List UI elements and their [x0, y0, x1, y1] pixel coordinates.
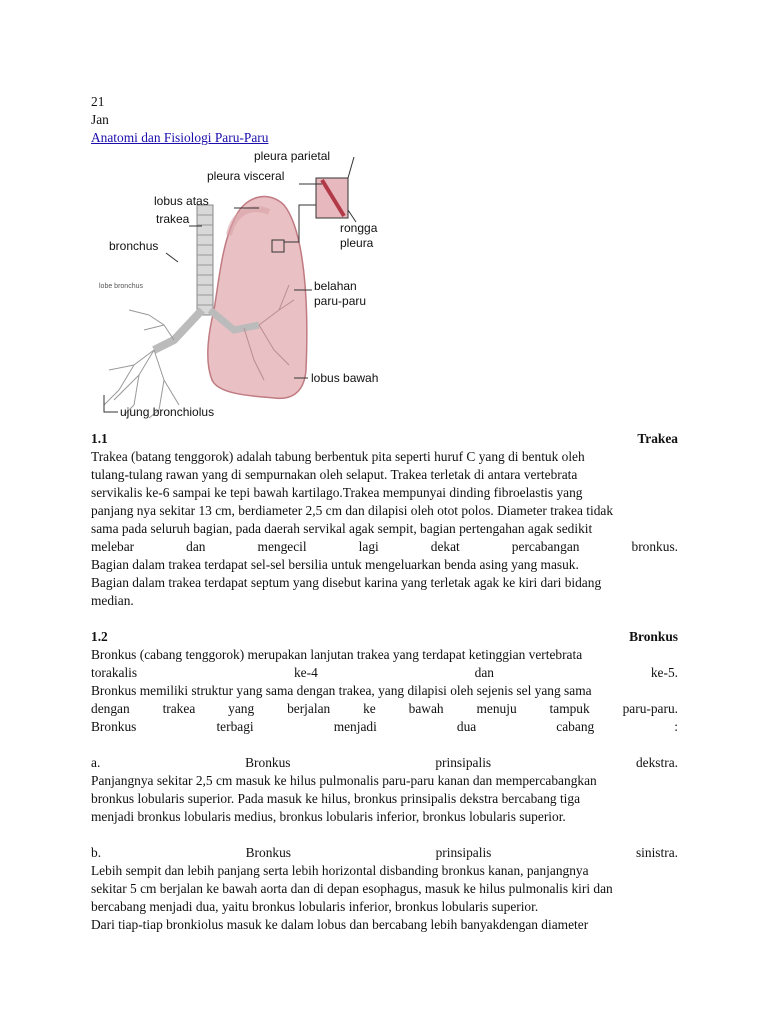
- paragraph-line: Lebih sempit dan lebih panjang serta lebih horizontal disbanding bronkus kanan, panjangnya: [91, 863, 589, 878]
- label-pleura-parietal: pleura parietal: [254, 150, 331, 163]
- label-belahan: belahan: [314, 279, 357, 293]
- post-title-link[interactable]: Anatomi dan Fisiologi Paru-Paru: [91, 130, 269, 145]
- paragraph-line: Dari tiap-tiap bronkiolus masuk ke dalam lobus dan bercabang lebih banyakdengan diameter: [91, 917, 589, 932]
- paragraph-line: Bronkus terbagi menjadi dua cabang :: [91, 719, 678, 734]
- paragraph-line: Bagian dalam trakea terdapat septum yang disebut karina yang terletak agak ke kiri dari bidang: [91, 575, 602, 590]
- label-lobe-bronchus: lobe bronchus: [99, 283, 143, 290]
- label-bronchus: bronchus: [109, 239, 159, 253]
- paragraph-line: sekitar 5 cm berjalan ke bawah aorta dan di depan esophagus, masuk ke hilus pulmonalis kiri dan: [91, 881, 613, 896]
- paragraph-line: Panjangnya sekitar 2,5 cm masuk ke hilus pulmonalis paru-paru kanan dan mempercabangkan: [91, 773, 597, 788]
- trachea-shape: [197, 205, 213, 315]
- paragraph-line: dengan trakea yang berjalan ke bawah menuju tampuk paru-paru.: [91, 701, 678, 716]
- bronchial-tree: [104, 310, 179, 418]
- paragraph-line: Bronkus memiliki struktur yang sama dengan trakea, yang dilapisi oleh sejenis sel yang sama: [91, 683, 592, 698]
- section-number: 1.1: [91, 431, 108, 446]
- paragraph-line: servikalis ke-6 sampai ke tepi bawah kartilago.Trakea mempunyai dinding fibroelastis yang: [91, 485, 583, 500]
- label-rongga: rongga: [340, 221, 378, 235]
- label-pleura-visceral: pleura visceral: [207, 169, 285, 183]
- paragraph-line: sama pada seluruh bagian, pada daerah servikal agak sempit, bagian pertengahan agak sedikit: [91, 521, 593, 536]
- paragraph-line: panjang nya sekitar 13 cm, berdiameter 2,5 cm dan dilapisi oleh otot polos. Diameter trakea tidak: [91, 503, 614, 518]
- lung-lobe-shape: [208, 197, 307, 399]
- section-bronkus: [91, 628, 678, 934]
- section-heading: [91, 430, 678, 448]
- lung-diagram: [94, 150, 394, 420]
- section-number: 1.2: [91, 629, 108, 644]
- subsection-heading: b. Bronkus prinsipalis sinistra.: [91, 845, 678, 860]
- paragraph-line: bercabang menjadi dua, yaitu bronkus lobularis inferior, bronkus lobularis superior.: [91, 899, 539, 914]
- label-ujung-bronchiolus: ujung bronchiolus: [120, 405, 215, 419]
- label-lobus-bawah: lobus bawah: [311, 371, 379, 385]
- paragraph-line: tulang-tulang rawan yang di sempurnakan oleh selaput. Trakea terletak di antara vertebrata: [91, 467, 578, 482]
- label-paru-paru: paru-paru: [314, 294, 367, 308]
- section-title: Bronkus: [629, 629, 678, 644]
- paragraph-line: bronkus lobularis superior. Pada masuk ke hilus, bronkus prinsipalis dekstra bercabang tiga: [91, 791, 581, 806]
- lung-anatomy-figure: [94, 150, 394, 420]
- section-title: Trakea: [637, 431, 678, 446]
- paragraph-line: torakalis ke-4 dan ke-5.: [91, 665, 678, 680]
- paragraph-line: median.: [91, 593, 134, 608]
- paragraph-line: Bagian dalam trakea terdapat sel-sel bersilia untuk mengeluarkan benda asing yang masuk.: [91, 557, 579, 572]
- paragraph-line: menjadi bronkus lobularis medius, bronkus lobularis inferior, bronkus lobularis superior.: [91, 809, 566, 824]
- section-heading: [91, 628, 678, 646]
- label-lobus-atas: lobus atas: [154, 194, 209, 208]
- section-trakea: [91, 430, 678, 610]
- paragraph-line: melebar dan mengecil lagi dekat percabangan bronkus.: [91, 539, 678, 554]
- document-page: [91, 93, 678, 934]
- subsection-heading: a. Bronkus prinsipalis dekstra.: [91, 755, 678, 770]
- post-date-month: Jan: [91, 112, 109, 127]
- label-trakea: trakea: [156, 212, 190, 226]
- paragraph-line: Trakea (batang tenggorok) adalah tabung berbentuk pita seperti huruf C yang di bentuk oleh: [91, 449, 585, 464]
- post-date-day: 21: [91, 94, 105, 109]
- paragraph-line: Bronkus (cabang tenggorok) merupakan lanjutan trakea yang terdapat ketinggian vertebrata: [91, 647, 583, 662]
- label-pleura: pleura: [340, 236, 374, 250]
